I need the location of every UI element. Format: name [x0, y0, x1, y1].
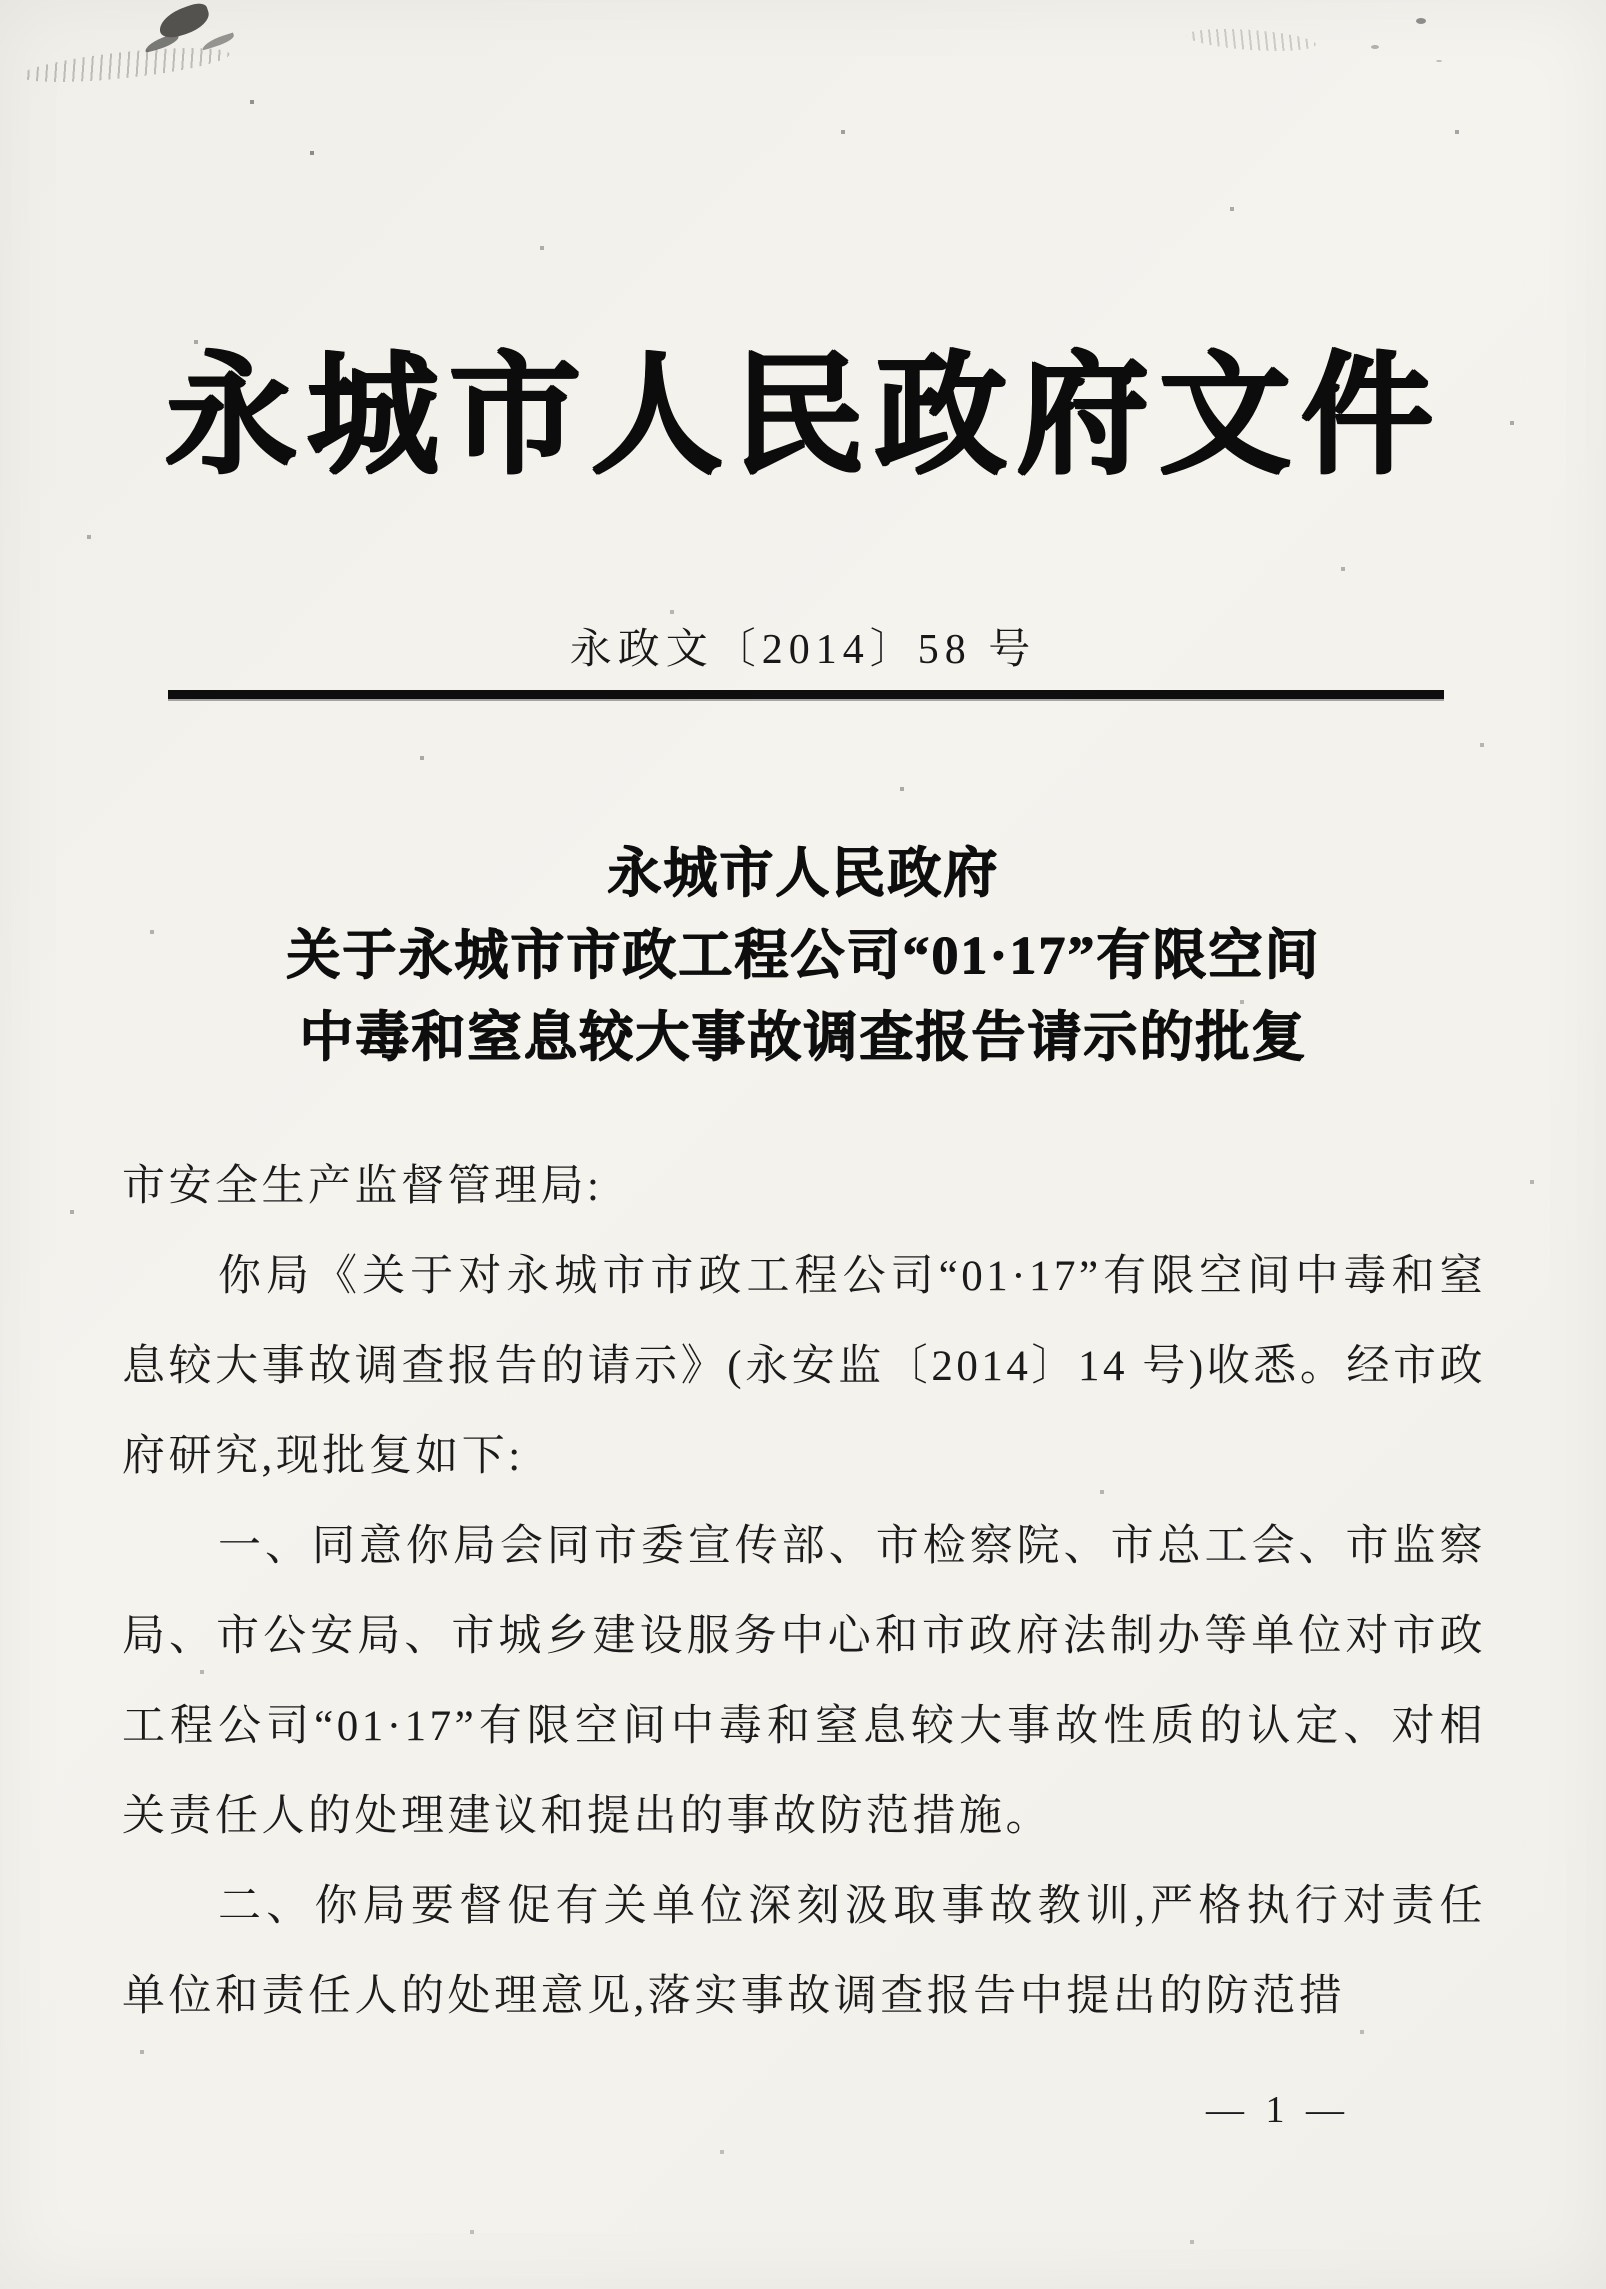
salutation-line: 市安全生产监督管理局: — [122, 1163, 603, 1210]
document-reference-number: 永政文〔2014〕58 号 — [569, 627, 1037, 673]
subject-line-issuer: 永城市人民政府 — [607, 843, 999, 903]
document-header-title: 永城市人民政府文件 — [164, 342, 1442, 489]
scan-smudge-top-left — [155, 1, 212, 42]
document-subject-heading — [0, 832, 1606, 1078]
body-paragraph-2: 一、同意你局会同市委宣传部、市检察院、市总工会、市监察局、市公安局、市城乡建设服务中心和市政府法制办等单位对市政工程公司“01·17”有限空间中毒和窒息较大事故性质的认定、对相关责任人的处理建议和提出的事故防范措施。 — [122, 1523, 1486, 1840]
scan-scratch-top-left — [19, 41, 231, 89]
scan-dots-top-right — [1416, 18, 1426, 24]
scan-smudge-top-right — [1185, 25, 1316, 54]
page-number: — 1 — — [1206, 2089, 1350, 2131]
body-paragraph-1: 你局《关于对永城市市政工程公司“01·17”有限空间中毒和窒息较大事故调查报告的请示》(永安监〔2014〕14 号)收悉。经市政府研究,现批复如下: — [122, 1253, 1486, 1480]
subject-line-topic-1: 关于永城市市政工程公司“01·17”有限空间 — [285, 925, 1320, 985]
scan-noise-speckles — [0, 0, 2, 2]
document-body — [122, 1142, 1486, 2042]
subject-line-topic-2: 中毒和窒息较大事故调查报告请示的批复 — [299, 1007, 1307, 1067]
body-paragraph-3: 二、你局要督促有关单位深刻汲取事故教训,严格执行对责任单位和责任人的处理意见,落实事故调查报告中提出的防范措 — [122, 1883, 1486, 2020]
header-divider-rule — [168, 690, 1444, 699]
